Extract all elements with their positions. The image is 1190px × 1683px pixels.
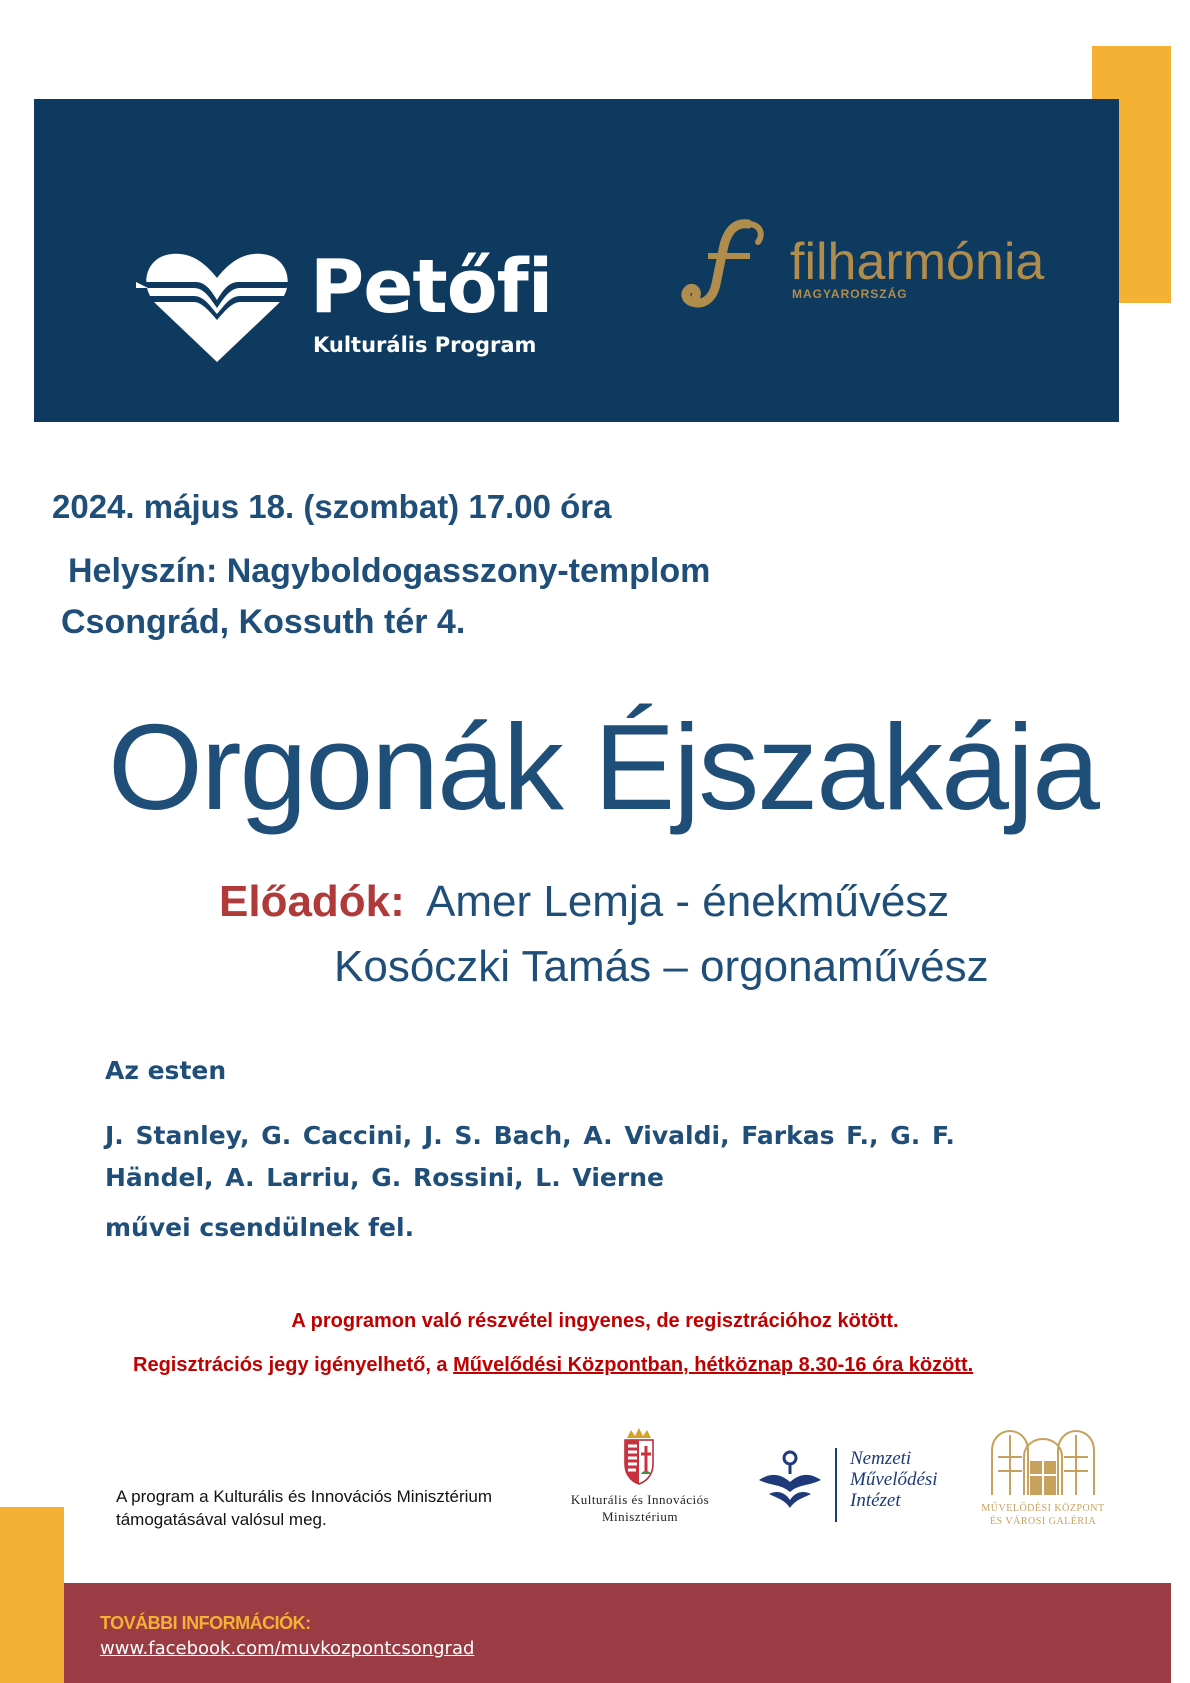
- registration-location-link[interactable]: Művelődési Központban, hétköznap 8.30-16 óra között.: [453, 1354, 974, 1376]
- registration-info: [133, 1355, 973, 1375]
- nmi-logo-line3: Intézet: [850, 1490, 901, 1511]
- performers-label: Előadók:: [219, 877, 405, 926]
- event-title: Orgonák Éjszakája: [108, 699, 1098, 835]
- nmi-logo-text: [850, 1448, 938, 1511]
- performer-organist: Kosóczki Tamás – orgonaművész: [334, 942, 989, 991]
- kim-logo-line2: Minisztérium: [601, 1509, 679, 1524]
- event-address: Csongrád, Kossuth tér 4.: [61, 603, 466, 641]
- footer-bar: [64, 1583, 1171, 1683]
- nmi-logo-divider: [835, 1448, 837, 1522]
- nmi-folk-motif-icon: [755, 1450, 825, 1510]
- filharmonia-name: filharmónia: [790, 233, 1045, 291]
- mk-logo-line1: MŰVELŐDÉSI KÖZPONT: [981, 1503, 1105, 1514]
- petofi-heart-book-icon: [136, 252, 298, 364]
- nmi-logo-line1: Nemzeti: [850, 1448, 912, 1469]
- yellow-accent-bar-bottom: [0, 1507, 64, 1683]
- support-statement-line1: A program a Kulturális és Innovációs Minisztérium: [116, 1487, 493, 1506]
- program-outro: művei csendülnek fel.: [105, 1213, 415, 1242]
- muvelodesi-kozpont-arches-icon: [988, 1427, 1098, 1497]
- filharmonia-f-clef-icon: [678, 214, 778, 314]
- support-statement-line2: támogatásával valósul meg.: [116, 1510, 327, 1529]
- event-date: 2024. május 18. (szombat) 17.00 óra: [52, 488, 612, 525]
- mk-logo-line2: ÉS VÁROSI GALÉRIA: [989, 1516, 1097, 1527]
- registration-note: A programon való részvétel ingyenes, de regisztrációhoz kötött.: [291, 1310, 899, 1332]
- support-statement: [116, 1485, 536, 1531]
- petofi-title: Petőfi: [310, 244, 553, 330]
- petofi-subtitle: Kulturális Program: [313, 333, 537, 357]
- hungarian-coat-of-arms-icon: [619, 1426, 659, 1486]
- nmi-logo-line2: Művelődési: [850, 1469, 938, 1490]
- facebook-link[interactable]: www.facebook.com/muvkozpontcsongrad: [100, 1638, 475, 1659]
- registration-info-prefix: Regisztrációs jegy igényelhető, a: [133, 1354, 454, 1376]
- kim-logo-line1: Kulturális és Innovációs: [570, 1492, 710, 1507]
- composer-list: J. Stanley, G. Caccini, J. S. Bach, A. Vivaldi, Farkas F., G. F. Händel, A. Larriu, G. Rossini, L. Vierne: [105, 1121, 955, 1192]
- event-venue: Helyszín: Nagyboldogasszony-templom: [68, 552, 711, 590]
- performer-singer: Amer Lemja - énekművész: [426, 877, 950, 926]
- program-intro: Az esten: [105, 1056, 227, 1085]
- footer-info-label: TOVÁBBI INFORMÁCIÓK:: [100, 1613, 311, 1633]
- filharmonia-subtitle: MAGYARORSZÁG: [792, 287, 908, 301]
